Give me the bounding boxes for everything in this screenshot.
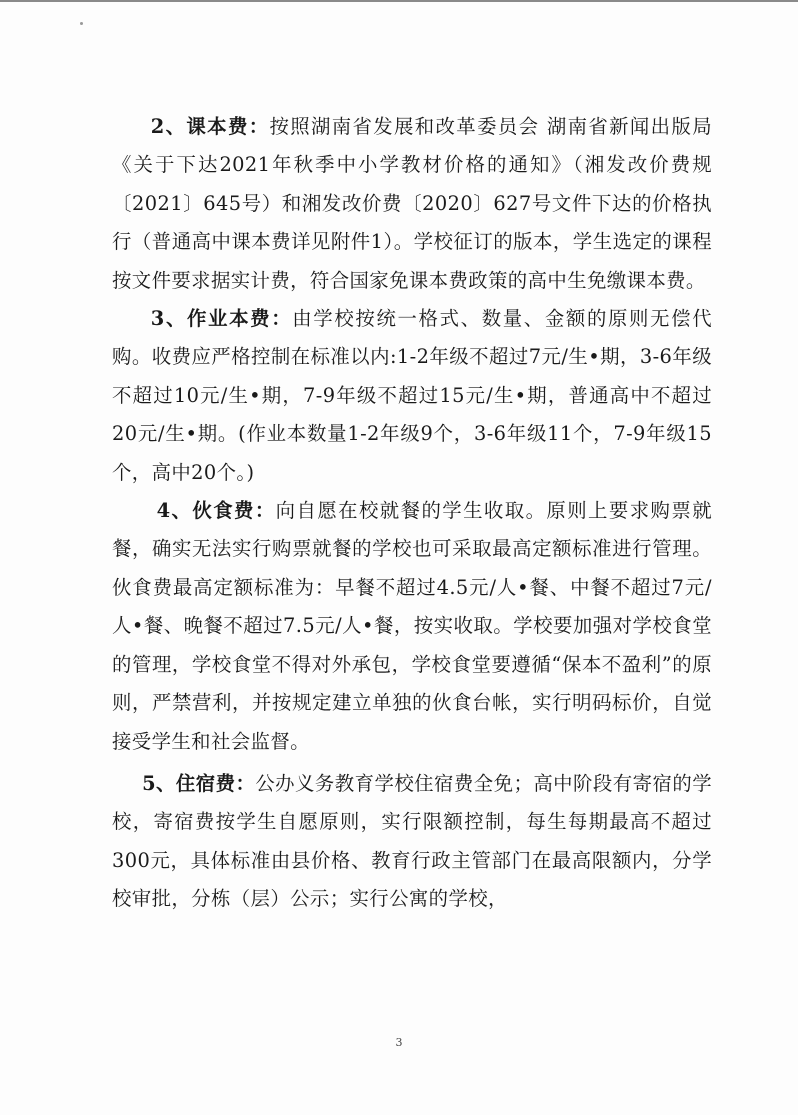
- paragraph-accommodation-fee: [112, 765, 712, 919]
- document-body: [112, 108, 712, 919]
- page-number: 3: [395, 1036, 403, 1049]
- paragraph-textbook-fee: [112, 108, 712, 300]
- paragraph-heading: 5、住宿费：: [142, 771, 256, 795]
- paragraph-body: 向自愿在校就餐的学生收取。原则上要求购票就餐，确实无法实行购票就餐的学校也可采取最高定额标准进行管理。伙食费最高定额标准为：早餐不超过4.5元/人•餐、中餐不超过7元/人•餐、晚餐不超过7.5元/人•餐，按实收取。学校要加强对学校食堂的管理，学校食堂不得对外承包，学校食堂要遵循“保本不盈利”的原则，严禁营利，并按规定建立单独的伙食台帐，实行明码标价，自觉接受学生和社会监督。: [112, 499, 712, 753]
- paragraph-body: 按照湖南省发展和改革委员会 湖南省新闻出版局《关于下达2021年秋季中小学教材价格的通知》（湘发改价费规〔2021〕645号）和湘发改价费〔2020〕627号文件下达的价格执行（普通高中课本费详见附件1）。学校征订的版本，学生选定的课程按文件要求据实计费，符合国家免课本费政策的高中生免缴课本费。: [112, 115, 712, 292]
- scan-artifact-dot: [80, 22, 83, 25]
- paragraph-heading: 3、作业本费：: [150, 307, 293, 331]
- scan-top-edge: [0, 0, 798, 2]
- paragraph-meal-fee: [112, 492, 712, 761]
- paragraph-body: 由学校按统一格式、数量、金额的原则无偿代购。收费应严格控制在标准以内:1-2年级不超过7元/生•期，3-6年级不超过10元/生•期，7-9年级不超过15元/生•期，普通高中不超过20元/生•期。(作业本数量1-2年级9个，3-6年级11个，7-9年级15个，高中20个。): [112, 307, 712, 484]
- paragraph-body: 公办义务教育学校住宿费全免；高中阶段有寄宿的学校，寄宿费按学生自愿原则，实行限额控制，每生每期最高不超过300元，具体标准由县价格、教育行政主管部门在最高限额内，分学校审批，分栋（层）公示；实行公寓的学校，: [112, 771, 712, 911]
- paragraph-workbook-fee: [112, 300, 712, 492]
- paragraph-heading: 2、课本费：: [150, 115, 270, 138]
- paragraph-heading: 4、伙食费：: [156, 499, 276, 523]
